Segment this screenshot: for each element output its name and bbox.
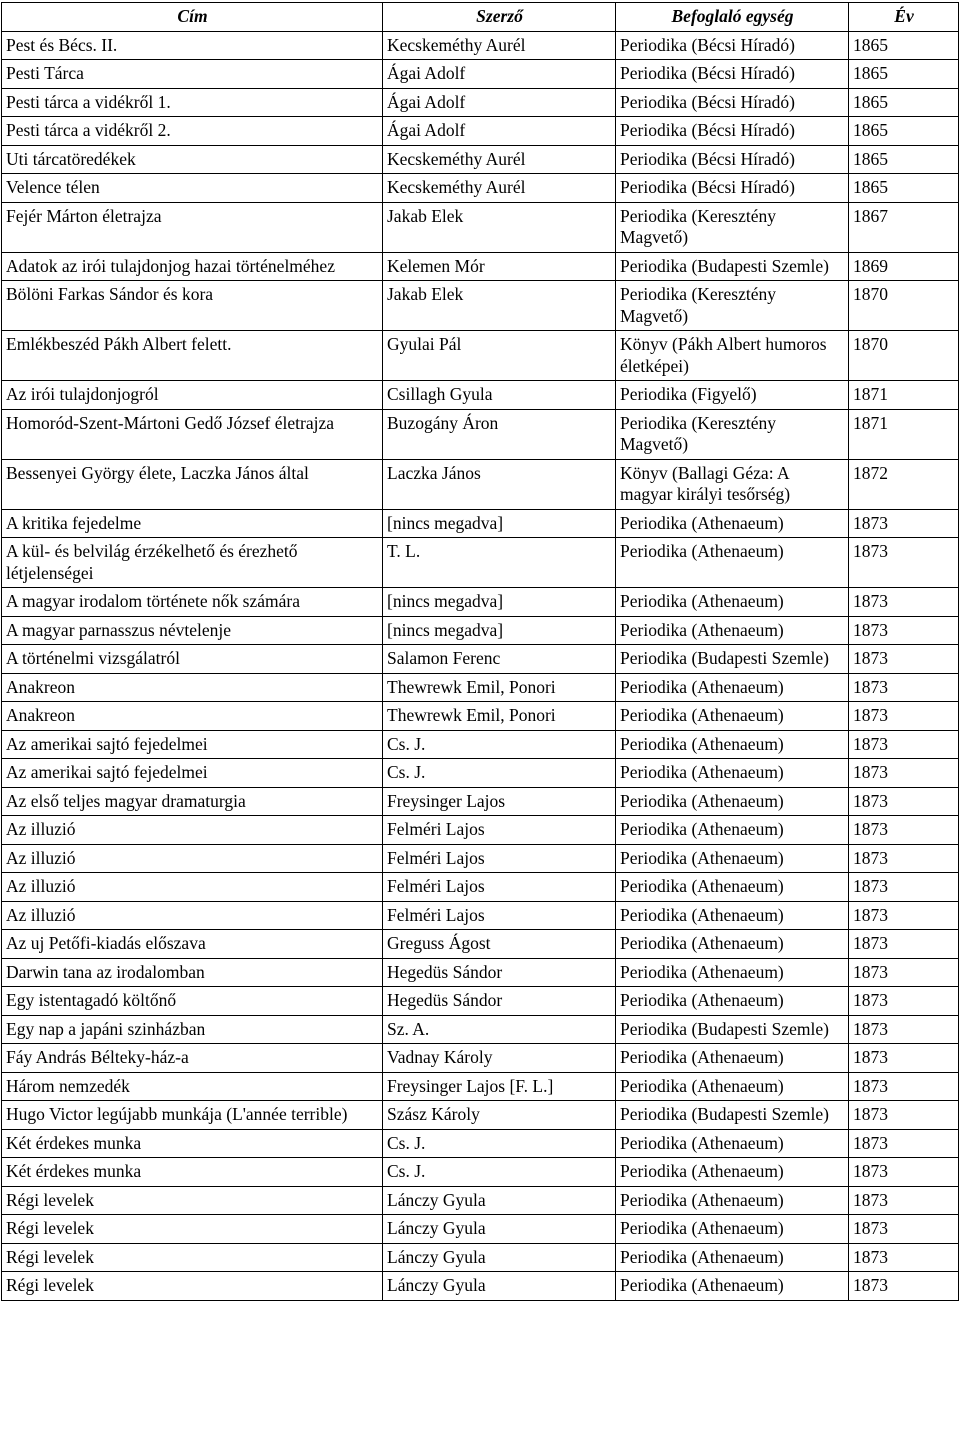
cell-title: Két érdekes munka bbox=[2, 1129, 383, 1158]
cell-container: Periodika (Athenaeum) bbox=[616, 787, 849, 816]
table-row bbox=[2, 381, 959, 410]
bibliography-table bbox=[1, 2, 959, 1301]
cell-year: 1873 bbox=[849, 702, 959, 731]
cell-author: Felméri Lajos bbox=[383, 901, 616, 930]
cell-year: 1873 bbox=[849, 1158, 959, 1187]
cell-year: 1873 bbox=[849, 1072, 959, 1101]
cell-author: Freysinger Lajos bbox=[383, 787, 616, 816]
cell-year: 1873 bbox=[849, 987, 959, 1016]
cell-container: Periodika (Athenaeum) bbox=[616, 759, 849, 788]
cell-author: [nincs megadva] bbox=[383, 588, 616, 617]
table-row bbox=[2, 281, 959, 331]
cell-year: 1873 bbox=[849, 588, 959, 617]
cell-author: Hegedüs Sándor bbox=[383, 958, 616, 987]
cell-author: Csillagh Gyula bbox=[383, 381, 616, 410]
table-row bbox=[2, 409, 959, 459]
table-row bbox=[2, 88, 959, 117]
cell-title: Régi levelek bbox=[2, 1186, 383, 1215]
cell-author: T. L. bbox=[383, 538, 616, 588]
cell-author: Jakab Elek bbox=[383, 202, 616, 252]
cell-title: Az irói tulajdonjogról bbox=[2, 381, 383, 410]
cell-title: A kritika fejedelme bbox=[2, 509, 383, 538]
cell-author: Freysinger Lajos [F. L.] bbox=[383, 1072, 616, 1101]
cell-author: Vadnay Károly bbox=[383, 1044, 616, 1073]
cell-title: A kül- és belvilág érzékelhető és érezhető létjelenségei bbox=[2, 538, 383, 588]
cell-year: 1873 bbox=[849, 1015, 959, 1044]
cell-container: Könyv (Ballagi Géza: A magyar királyi tesőrség) bbox=[616, 459, 849, 509]
cell-year: 1873 bbox=[849, 1044, 959, 1073]
table-row bbox=[2, 117, 959, 146]
cell-year: 1865 bbox=[849, 60, 959, 89]
cell-title: Három nemzedék bbox=[2, 1072, 383, 1101]
table-row bbox=[2, 1158, 959, 1187]
cell-container: Periodika (Keresztény Magvető) bbox=[616, 281, 849, 331]
table-row bbox=[2, 730, 959, 759]
cell-title: Homoród-Szent-Mártoni Gedő József életrajza bbox=[2, 409, 383, 459]
cell-year: 1873 bbox=[849, 787, 959, 816]
cell-author: Ágai Adolf bbox=[383, 88, 616, 117]
cell-title: Két érdekes munka bbox=[2, 1158, 383, 1187]
cell-title: Bölöni Farkas Sándor és kora bbox=[2, 281, 383, 331]
table-row bbox=[2, 958, 959, 987]
table-row bbox=[2, 538, 959, 588]
table-row bbox=[2, 816, 959, 845]
table-row bbox=[2, 459, 959, 509]
cell-author: Felméri Lajos bbox=[383, 873, 616, 902]
cell-author: Salamon Ferenc bbox=[383, 645, 616, 674]
table-row bbox=[2, 987, 959, 1016]
cell-container: Periodika (Athenaeum) bbox=[616, 509, 849, 538]
table-row bbox=[2, 844, 959, 873]
table-row bbox=[2, 31, 959, 60]
cell-author: Buzogány Áron bbox=[383, 409, 616, 459]
cell-year: 1873 bbox=[849, 645, 959, 674]
cell-title: Pest és Bécs. II. bbox=[2, 31, 383, 60]
table-row bbox=[2, 702, 959, 731]
cell-title: Uti tárcatöredékek bbox=[2, 145, 383, 174]
cell-year: 1873 bbox=[849, 873, 959, 902]
table-row bbox=[2, 759, 959, 788]
cell-year: 1873 bbox=[849, 930, 959, 959]
table-row bbox=[2, 673, 959, 702]
cell-year: 1865 bbox=[849, 117, 959, 146]
cell-title: Az illuzió bbox=[2, 816, 383, 845]
cell-container: Periodika (Athenaeum) bbox=[616, 730, 849, 759]
cell-container: Periodika (Athenaeum) bbox=[616, 1129, 849, 1158]
table-row bbox=[2, 1101, 959, 1130]
cell-author: Greguss Ágost bbox=[383, 930, 616, 959]
cell-author: Cs. J. bbox=[383, 730, 616, 759]
table-row bbox=[2, 930, 959, 959]
cell-author: Felméri Lajos bbox=[383, 816, 616, 845]
cell-year: 1865 bbox=[849, 31, 959, 60]
cell-author: Ágai Adolf bbox=[383, 117, 616, 146]
cell-container: Periodika (Keresztény Magvető) bbox=[616, 409, 849, 459]
cell-title: Az illuzió bbox=[2, 873, 383, 902]
cell-title: Egy nap a japáni szinházban bbox=[2, 1015, 383, 1044]
table-row bbox=[2, 645, 959, 674]
cell-author: Cs. J. bbox=[383, 759, 616, 788]
header-author: Szerző bbox=[383, 3, 616, 32]
cell-year: 1873 bbox=[849, 509, 959, 538]
cell-container: Periodika (Athenaeum) bbox=[616, 538, 849, 588]
cell-container: Periodika (Athenaeum) bbox=[616, 1186, 849, 1215]
cell-container: Periodika (Athenaeum) bbox=[616, 958, 849, 987]
cell-title: Az amerikai sajtó fejedelmei bbox=[2, 759, 383, 788]
cell-container: Könyv (Pákh Albert humoros életképei) bbox=[616, 331, 849, 381]
cell-title: Darwin tana az irodalomban bbox=[2, 958, 383, 987]
cell-title: Velence télen bbox=[2, 174, 383, 203]
cell-title: A történelmi vizsgálatról bbox=[2, 645, 383, 674]
table-row bbox=[2, 145, 959, 174]
cell-year: 1865 bbox=[849, 145, 959, 174]
cell-title: Régi levelek bbox=[2, 1215, 383, 1244]
cell-container: Periodika (Bécsi Híradó) bbox=[616, 60, 849, 89]
cell-title: Emlékbeszéd Pákh Albert felett. bbox=[2, 331, 383, 381]
table-row bbox=[2, 1015, 959, 1044]
cell-author: Gyulai Pál bbox=[383, 331, 616, 381]
cell-container: Periodika (Keresztény Magvető) bbox=[616, 202, 849, 252]
cell-year: 1870 bbox=[849, 331, 959, 381]
table-row bbox=[2, 509, 959, 538]
cell-author: [nincs megadva] bbox=[383, 509, 616, 538]
cell-container: Periodika (Athenaeum) bbox=[616, 1158, 849, 1187]
cell-container: Periodika (Bécsi Híradó) bbox=[616, 88, 849, 117]
cell-year: 1873 bbox=[849, 958, 959, 987]
table-row bbox=[2, 873, 959, 902]
cell-title: Anakreon bbox=[2, 702, 383, 731]
cell-author: Ágai Adolf bbox=[383, 60, 616, 89]
cell-author: Thewrewk Emil, Ponori bbox=[383, 673, 616, 702]
cell-year: 1873 bbox=[849, 1272, 959, 1301]
cell-container: Periodika (Figyelő) bbox=[616, 381, 849, 410]
cell-year: 1873 bbox=[849, 816, 959, 845]
cell-container: Periodika (Bécsi Híradó) bbox=[616, 31, 849, 60]
cell-title: Az uj Petőfi-kiadás előszava bbox=[2, 930, 383, 959]
cell-year: 1865 bbox=[849, 174, 959, 203]
cell-title: Pesti tárca a vidékről 1. bbox=[2, 88, 383, 117]
cell-title: Anakreon bbox=[2, 673, 383, 702]
cell-year: 1873 bbox=[849, 616, 959, 645]
cell-year: 1873 bbox=[849, 1186, 959, 1215]
cell-author: Felméri Lajos bbox=[383, 844, 616, 873]
cell-author: Laczka János bbox=[383, 459, 616, 509]
cell-container: Periodika (Athenaeum) bbox=[616, 873, 849, 902]
table-row bbox=[2, 787, 959, 816]
cell-title: Fejér Márton életrajza bbox=[2, 202, 383, 252]
cell-container: Periodika (Athenaeum) bbox=[616, 1215, 849, 1244]
header-title: Cím bbox=[2, 3, 383, 32]
cell-container: Periodika (Athenaeum) bbox=[616, 702, 849, 731]
cell-container: Periodika (Budapesti Szemle) bbox=[616, 645, 849, 674]
cell-container: Periodika (Athenaeum) bbox=[616, 1243, 849, 1272]
header-year: Év bbox=[849, 3, 959, 32]
cell-year: 1871 bbox=[849, 381, 959, 410]
cell-year: 1873 bbox=[849, 1243, 959, 1272]
cell-year: 1870 bbox=[849, 281, 959, 331]
table-row bbox=[2, 1272, 959, 1301]
header-container: Befoglaló egység bbox=[616, 3, 849, 32]
cell-year: 1869 bbox=[849, 252, 959, 281]
cell-title: Az amerikai sajtó fejedelmei bbox=[2, 730, 383, 759]
table-row bbox=[2, 1072, 959, 1101]
cell-title: Az illuzió bbox=[2, 844, 383, 873]
table-row bbox=[2, 1044, 959, 1073]
cell-container: Periodika (Budapesti Szemle) bbox=[616, 1015, 849, 1044]
cell-container: Periodika (Athenaeum) bbox=[616, 588, 849, 617]
cell-author: Lánczy Gyula bbox=[383, 1243, 616, 1272]
table-body bbox=[2, 31, 959, 1300]
cell-year: 1873 bbox=[849, 844, 959, 873]
cell-author: Lánczy Gyula bbox=[383, 1215, 616, 1244]
cell-author: Kelemen Mór bbox=[383, 252, 616, 281]
cell-title: Hugo Victor legújabb munkája (L'année terrible) bbox=[2, 1101, 383, 1130]
cell-container: Periodika (Athenaeum) bbox=[616, 1044, 849, 1073]
cell-container: Periodika (Athenaeum) bbox=[616, 987, 849, 1016]
cell-container: Periodika (Bécsi Híradó) bbox=[616, 174, 849, 203]
cell-year: 1873 bbox=[849, 730, 959, 759]
cell-author: Sz. A. bbox=[383, 1015, 616, 1044]
cell-container: Periodika (Athenaeum) bbox=[616, 844, 849, 873]
cell-author: Thewrewk Emil, Ponori bbox=[383, 702, 616, 731]
cell-container: Periodika (Budapesti Szemle) bbox=[616, 252, 849, 281]
cell-author: Lánczy Gyula bbox=[383, 1186, 616, 1215]
table-row bbox=[2, 1215, 959, 1244]
cell-title: Régi levelek bbox=[2, 1243, 383, 1272]
cell-year: 1873 bbox=[849, 759, 959, 788]
cell-year: 1873 bbox=[849, 1215, 959, 1244]
table-row bbox=[2, 174, 959, 203]
cell-author: [nincs megadva] bbox=[383, 616, 616, 645]
cell-container: Periodika (Athenaeum) bbox=[616, 816, 849, 845]
cell-year: 1867 bbox=[849, 202, 959, 252]
cell-container: Periodika (Athenaeum) bbox=[616, 1272, 849, 1301]
cell-author: Lánczy Gyula bbox=[383, 1272, 616, 1301]
table-row bbox=[2, 202, 959, 252]
cell-year: 1872 bbox=[849, 459, 959, 509]
cell-container: Periodika (Athenaeum) bbox=[616, 1072, 849, 1101]
table-row bbox=[2, 1243, 959, 1272]
cell-title: A magyar parnasszus névtelenje bbox=[2, 616, 383, 645]
table-row bbox=[2, 1129, 959, 1158]
cell-title: Pesti tárca a vidékről 2. bbox=[2, 117, 383, 146]
cell-author: Szász Károly bbox=[383, 1101, 616, 1130]
cell-year: 1873 bbox=[849, 538, 959, 588]
table-row bbox=[2, 901, 959, 930]
cell-year: 1873 bbox=[849, 1129, 959, 1158]
cell-title: A magyar irodalom története nők számára bbox=[2, 588, 383, 617]
table-row bbox=[2, 616, 959, 645]
cell-author: Hegedüs Sándor bbox=[383, 987, 616, 1016]
cell-author: Kecskeméthy Aurél bbox=[383, 31, 616, 60]
table-row bbox=[2, 588, 959, 617]
table-row bbox=[2, 1186, 959, 1215]
cell-author: Kecskeméthy Aurél bbox=[383, 174, 616, 203]
cell-title: Az illuzió bbox=[2, 901, 383, 930]
header-row bbox=[2, 3, 959, 32]
cell-container: Periodika (Athenaeum) bbox=[616, 901, 849, 930]
cell-year: 1873 bbox=[849, 1101, 959, 1130]
cell-author: Cs. J. bbox=[383, 1158, 616, 1187]
cell-container: Periodika (Bécsi Híradó) bbox=[616, 117, 849, 146]
cell-container: Periodika (Athenaeum) bbox=[616, 616, 849, 645]
cell-title: Adatok az irói tulajdonjog hazai történelméhez bbox=[2, 252, 383, 281]
table-row bbox=[2, 331, 959, 381]
cell-year: 1873 bbox=[849, 673, 959, 702]
cell-year: 1871 bbox=[849, 409, 959, 459]
table-row bbox=[2, 60, 959, 89]
table-row bbox=[2, 252, 959, 281]
cell-title: Régi levelek bbox=[2, 1272, 383, 1301]
cell-title: Egy istentagadó költőnő bbox=[2, 987, 383, 1016]
cell-year: 1865 bbox=[849, 88, 959, 117]
cell-container: Periodika (Athenaeum) bbox=[616, 930, 849, 959]
cell-author: Jakab Elek bbox=[383, 281, 616, 331]
cell-container: Periodika (Athenaeum) bbox=[616, 673, 849, 702]
cell-author: Kecskeméthy Aurél bbox=[383, 145, 616, 174]
cell-year: 1873 bbox=[849, 901, 959, 930]
cell-title: Az első teljes magyar dramaturgia bbox=[2, 787, 383, 816]
cell-title: Bessenyei György élete, Laczka János által bbox=[2, 459, 383, 509]
cell-title: Pesti Tárca bbox=[2, 60, 383, 89]
cell-title: Fáy András Bélteky-ház-a bbox=[2, 1044, 383, 1073]
cell-container: Periodika (Budapesti Szemle) bbox=[616, 1101, 849, 1130]
cell-container: Periodika (Bécsi Híradó) bbox=[616, 145, 849, 174]
cell-author: Cs. J. bbox=[383, 1129, 616, 1158]
